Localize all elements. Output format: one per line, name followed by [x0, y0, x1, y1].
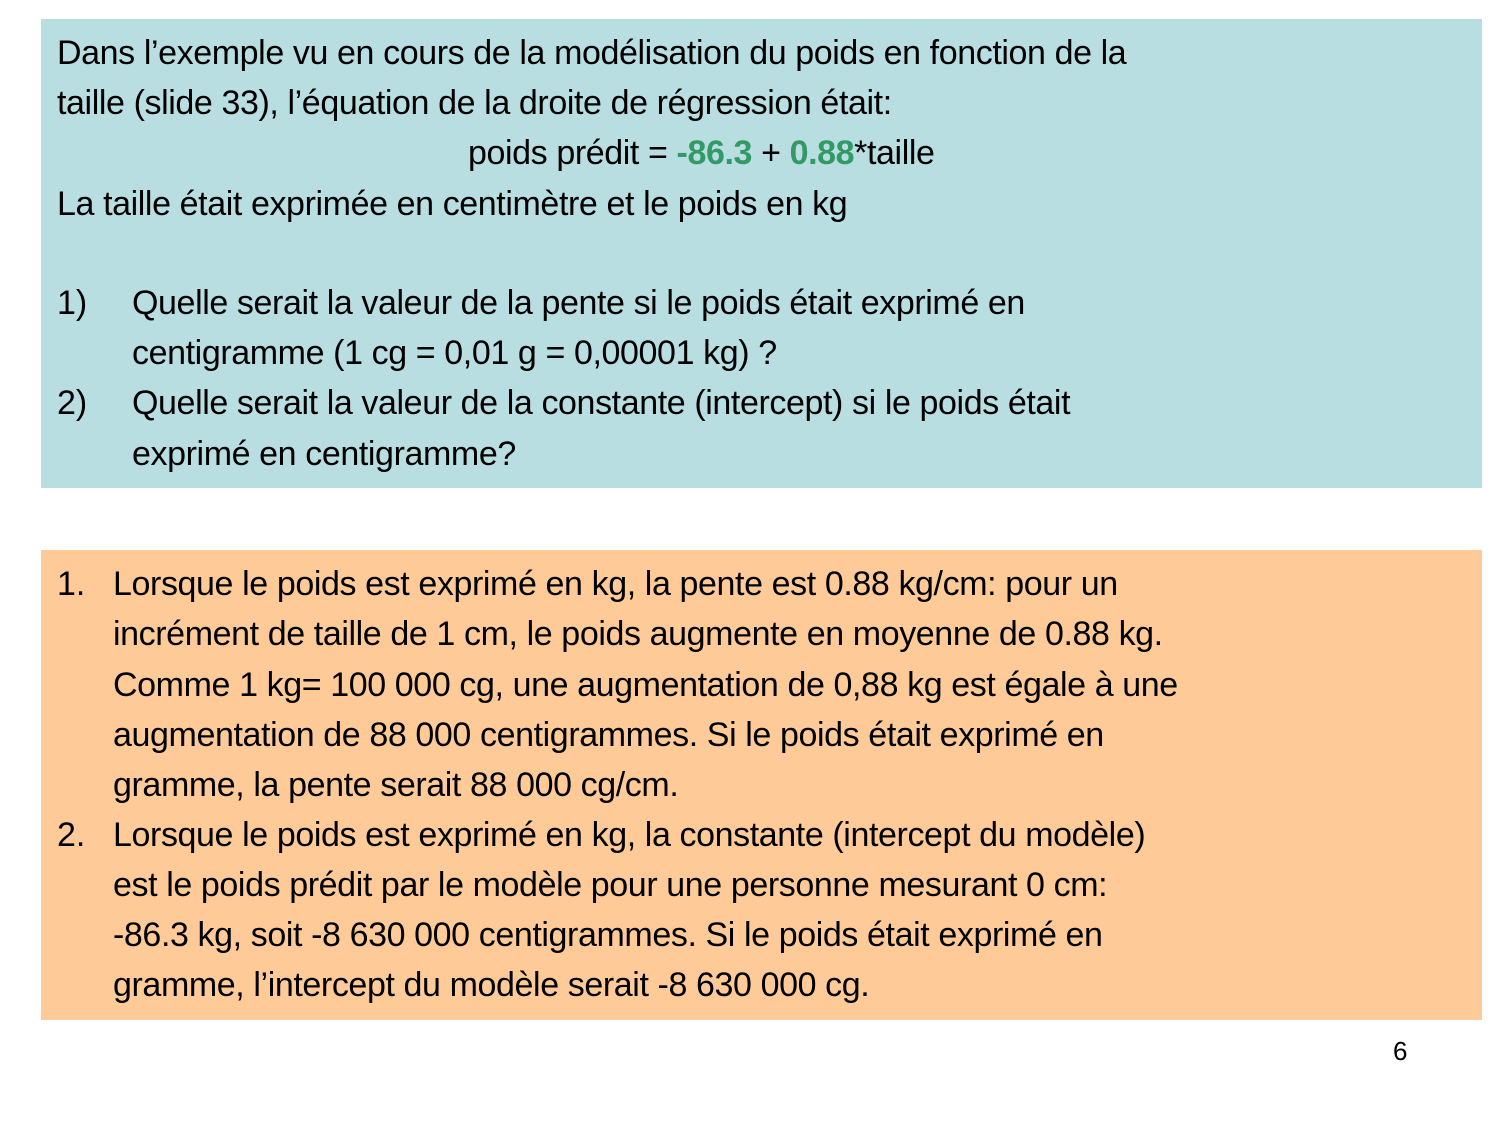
equation-plus: + [752, 134, 790, 172]
answer-item-1-line-2: incrément de taille de 1 cm, le poids augmente en moyenne de 0.88 kg. [113, 615, 1163, 653]
question-item-1-line-2: centigramme (1 cg = 0,01 g = 0,00001 kg) ? [132, 334, 777, 372]
answer-item-2-marker: 2. [57, 816, 86, 854]
regression-equation [468, 133, 935, 173]
question-intro-line-1: Dans l’exemple vu en cours de la modélisation du poids en fonction de la [57, 34, 1127, 72]
question-item-2-line-1: Quelle serait la valeur de la constante (intercept) si le poids était [132, 384, 1071, 422]
equation-prefix: poids prédit = [468, 134, 677, 172]
question-intro-line-2: taille (slide 33), l’équation de la droite de régression était: [57, 84, 892, 122]
answer-item-1-marker: 1. [57, 565, 86, 603]
answer-item-1-line-5: gramme, la pente serait 88 000 cg/cm. [113, 766, 679, 804]
answer-item-1-line-1: Lorsque le poids est exprimé en kg, la pente est 0.88 kg/cm: pour un [113, 565, 1118, 603]
equation-suffix: *taille [854, 134, 935, 172]
answer-item-1-line-3: Comme 1 kg= 100 000 cg, une augmentation de 0,88 kg est égale à une [113, 666, 1178, 704]
answer-item-2-line-4: gramme, l’intercept du modèle serait -8 630 000 cg. [113, 966, 870, 1004]
answer-item-2-line-2: est le poids prédit par le modèle pour une personne mesurant 0 cm: [113, 866, 1108, 904]
question-item-2-marker: 2) [57, 384, 88, 422]
equation-slope: 0.88 [789, 134, 855, 172]
question-item-1-line-1: Quelle serait la valeur de la pente si le poids était exprimé en [132, 284, 1025, 322]
answer-item-2-line-3: -86.3 kg, soit -8 630 000 centigrammes. Si le poids était exprimé en [113, 916, 1103, 954]
answer-item-2-line-1: Lorsque le poids est exprimé en kg, la constante (intercept du modèle) [113, 816, 1146, 854]
equation-intercept: -86.3 [676, 134, 753, 172]
question-item-1-marker: 1) [57, 284, 88, 322]
question-item-2-line-2: exprimé en centigramme? [132, 435, 516, 473]
answer-item-1-line-4: augmentation de 88 000 centigrammes. Si le poids était exprimé en [113, 716, 1104, 754]
page-number: 6 [1393, 1036, 1408, 1066]
question-units-line: La taille était exprimée en centimètre et le poids en kg [57, 185, 848, 223]
